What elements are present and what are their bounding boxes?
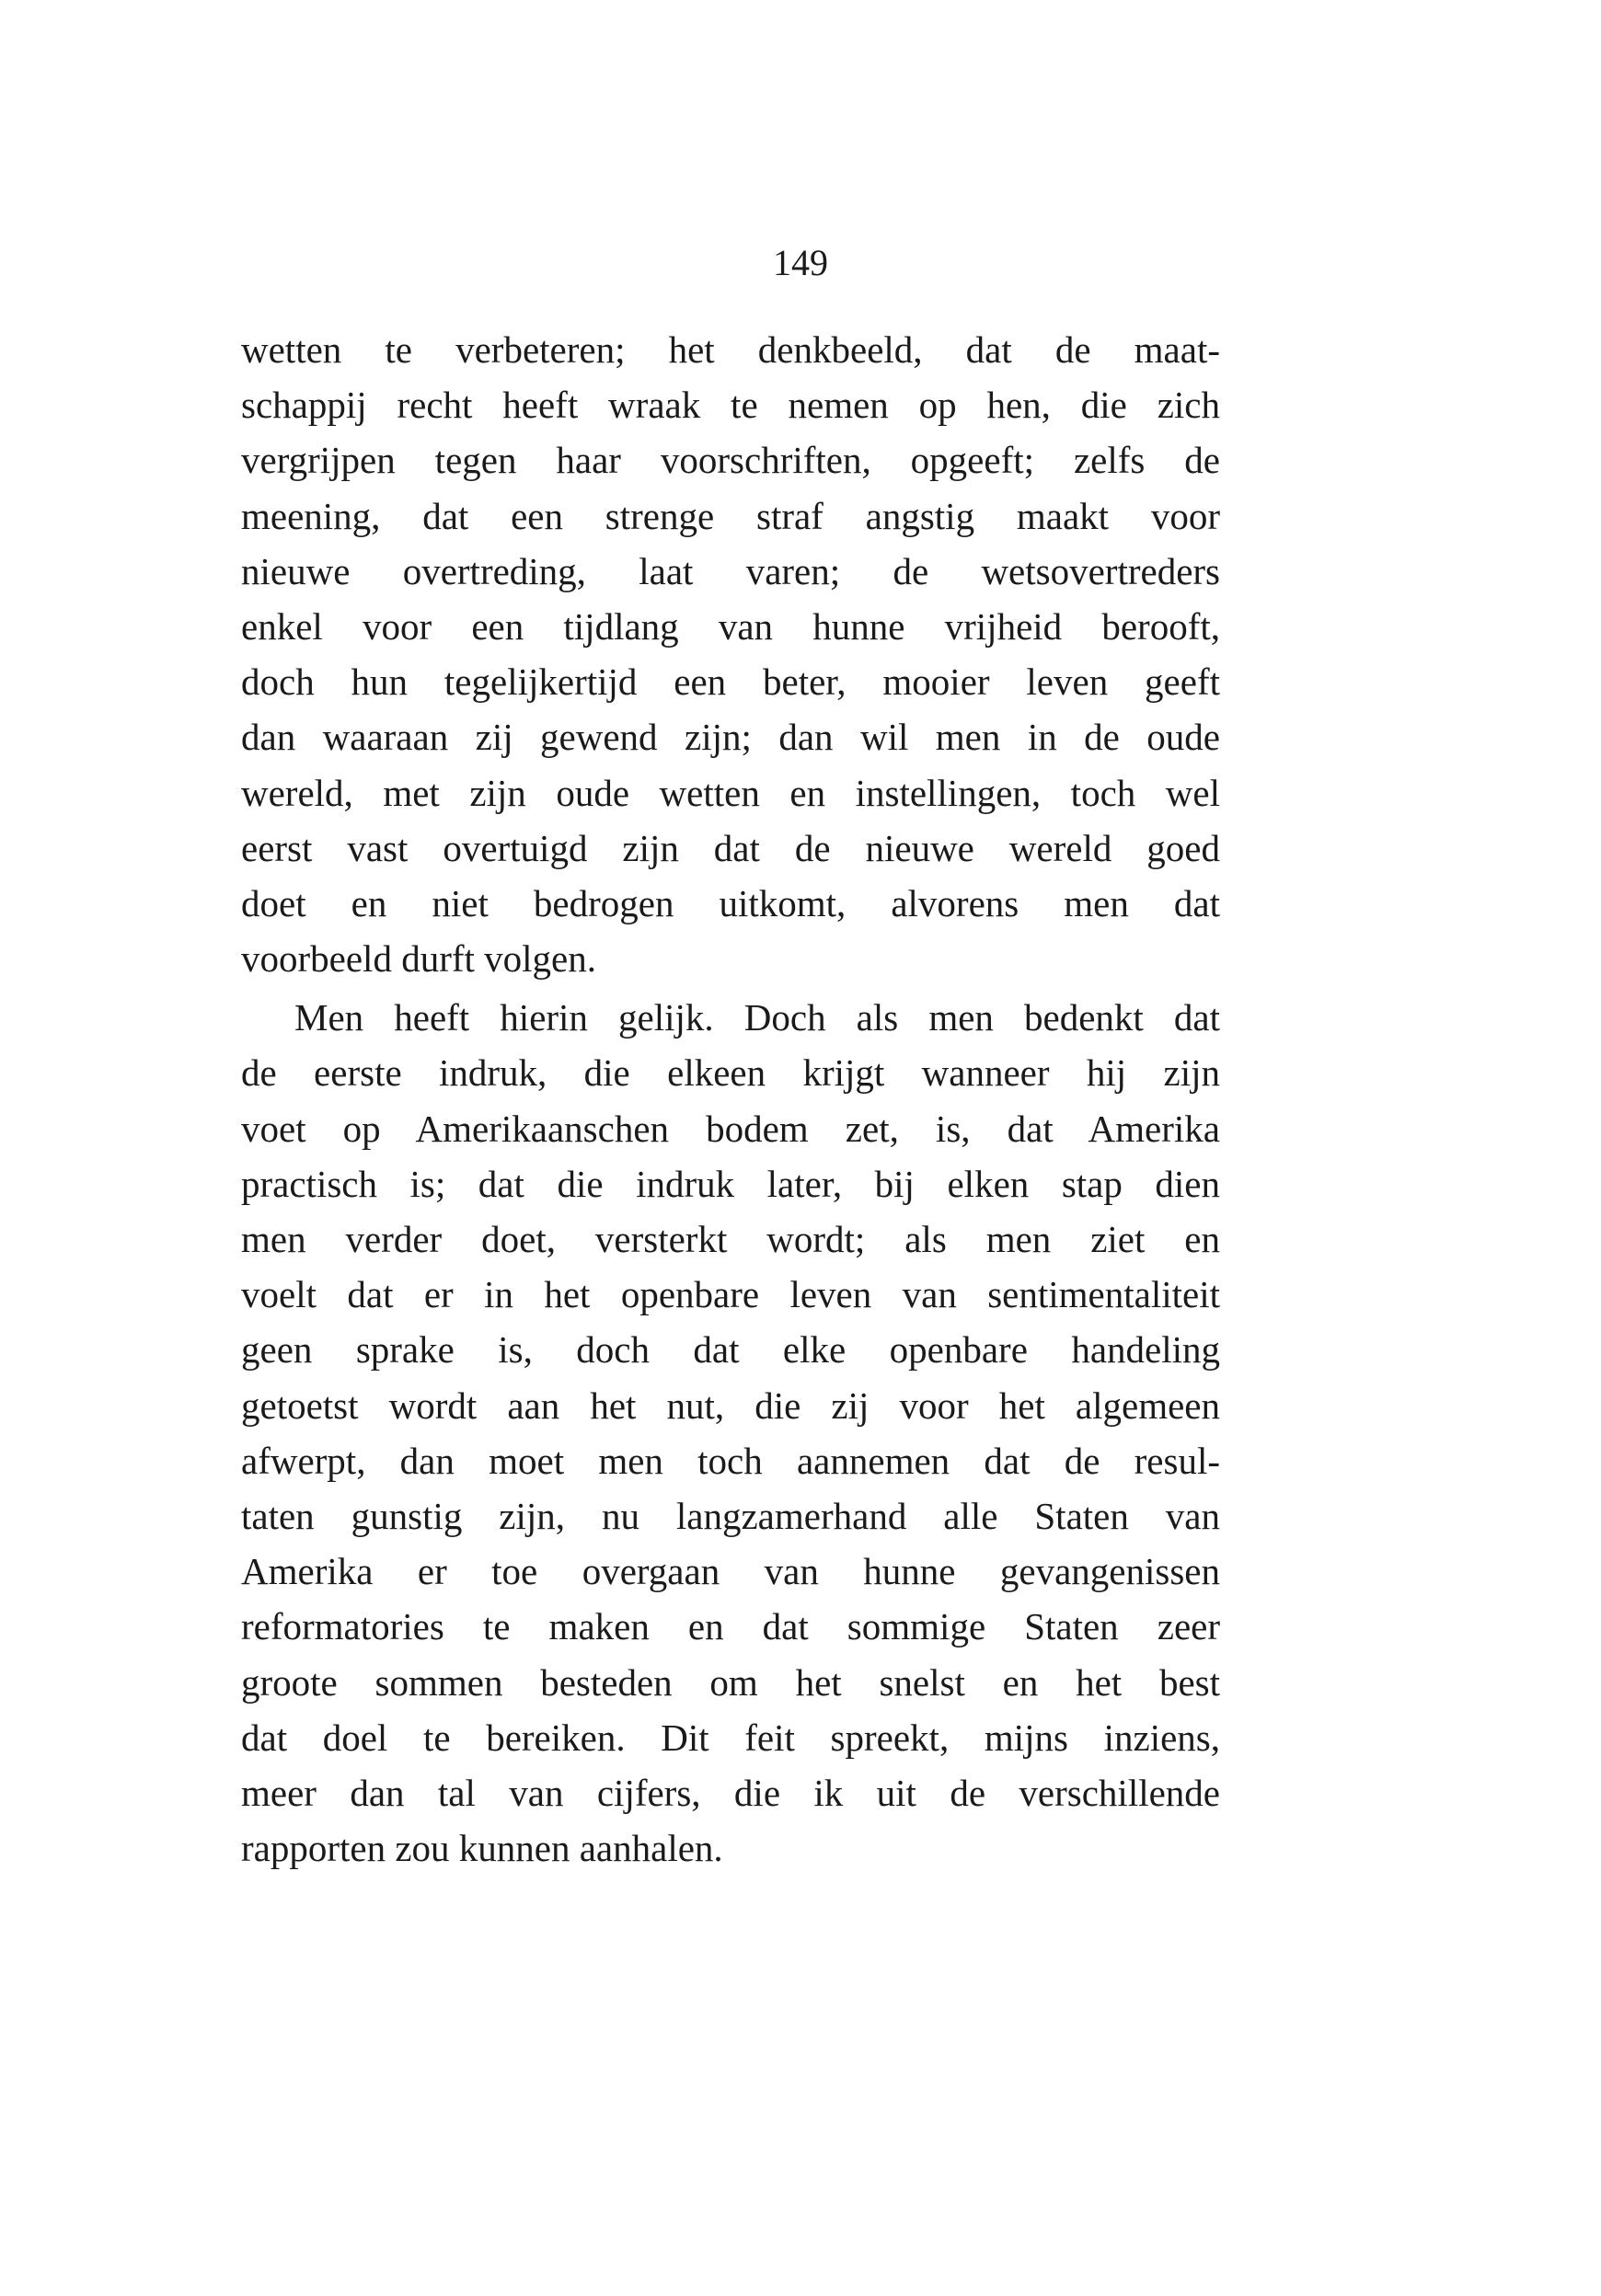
text-line: eerst vast overtuigd zijn dat de nieuwe wereld goed — [241, 826, 1220, 869]
text-line: dan waaraan zij gewend zijn; dan wil men in de oude — [241, 716, 1220, 759]
text-line: reformatories te maken en dat sommige Staten zeer — [241, 1605, 1220, 1648]
text-line: enkel voor een tijdlang van hunne vrijheid berooft, — [241, 604, 1220, 648]
text-line: de eerste indruk, die elkeen krijgt wanneer hij zijn — [241, 1051, 1220, 1095]
text-line: practisch is; dat die indruk later, bij elken stap dien — [241, 1162, 1220, 1205]
text-line: doet en niet bedrogen uitkomt, alvorens men dat — [241, 881, 1220, 924]
text-line: meer dan tal van cijfers, die ik uit de verschillende — [241, 1771, 1220, 1814]
text-line: taten gunstig zijn, nu langzamerhand alle Staten van — [241, 1494, 1220, 1537]
text-line: Men heeft hierin gelijk. Doch als men bedenkt dat — [294, 996, 1220, 1039]
text-line: men verder doet, versterkt wordt; als men ziet en — [241, 1218, 1220, 1260]
page-number: 149 — [773, 242, 828, 283]
text-line: meening, dat een strenge straf angstig maakt voor — [241, 494, 1220, 537]
text-line: rapporten zou kunnen aanhalen. — [241, 1827, 723, 1870]
text-line: schappij recht heeft wraak te nemen op hen, die zich — [241, 384, 1220, 427]
text-line: afwerpt, dan moet men toch aannemen dat de resul- — [241, 1439, 1220, 1482]
text-line: wetten te verbeteren; het denkbeeld, dat de maat- — [241, 328, 1220, 371]
text-line: nieuwe overtreding, laat varen; de wetsovertreders — [241, 549, 1220, 592]
paragraph-2 — [241, 990, 1220, 1876]
text-line: voorbeeld durft volgen. — [241, 937, 596, 981]
text-line: vergrijpen tegen haar voorschriften, opgeeft; zelfs de — [241, 439, 1220, 482]
text-line: doch hun tegelijkertijd een beter, mooier leven geeft — [241, 660, 1220, 704]
body-text — [241, 322, 1220, 1876]
paragraph-1 — [241, 322, 1220, 986]
text-line: Amerika er toe overgaan van hunne gevangenissen — [241, 1550, 1220, 1593]
text-line: getoetst wordt aan het nut, die zij voor het algemeen — [241, 1383, 1220, 1427]
text-line: voelt dat er in het openbare leven van sentimentaliteit — [241, 1273, 1220, 1316]
text-line: voet op Amerikaanschen bodem zet, is, dat Amerika — [241, 1107, 1220, 1150]
text-line: dat doel te bereiken. Dit feit spreekt, mijns inziens, — [241, 1716, 1220, 1759]
text-line: groote sommen besteden om het snelst en het best — [241, 1660, 1220, 1704]
text-line: wereld, met zijn oude wetten en instellingen, toch wel — [241, 771, 1220, 814]
text-line: geen sprake is, doch dat elke openbare handeling — [241, 1328, 1220, 1372]
